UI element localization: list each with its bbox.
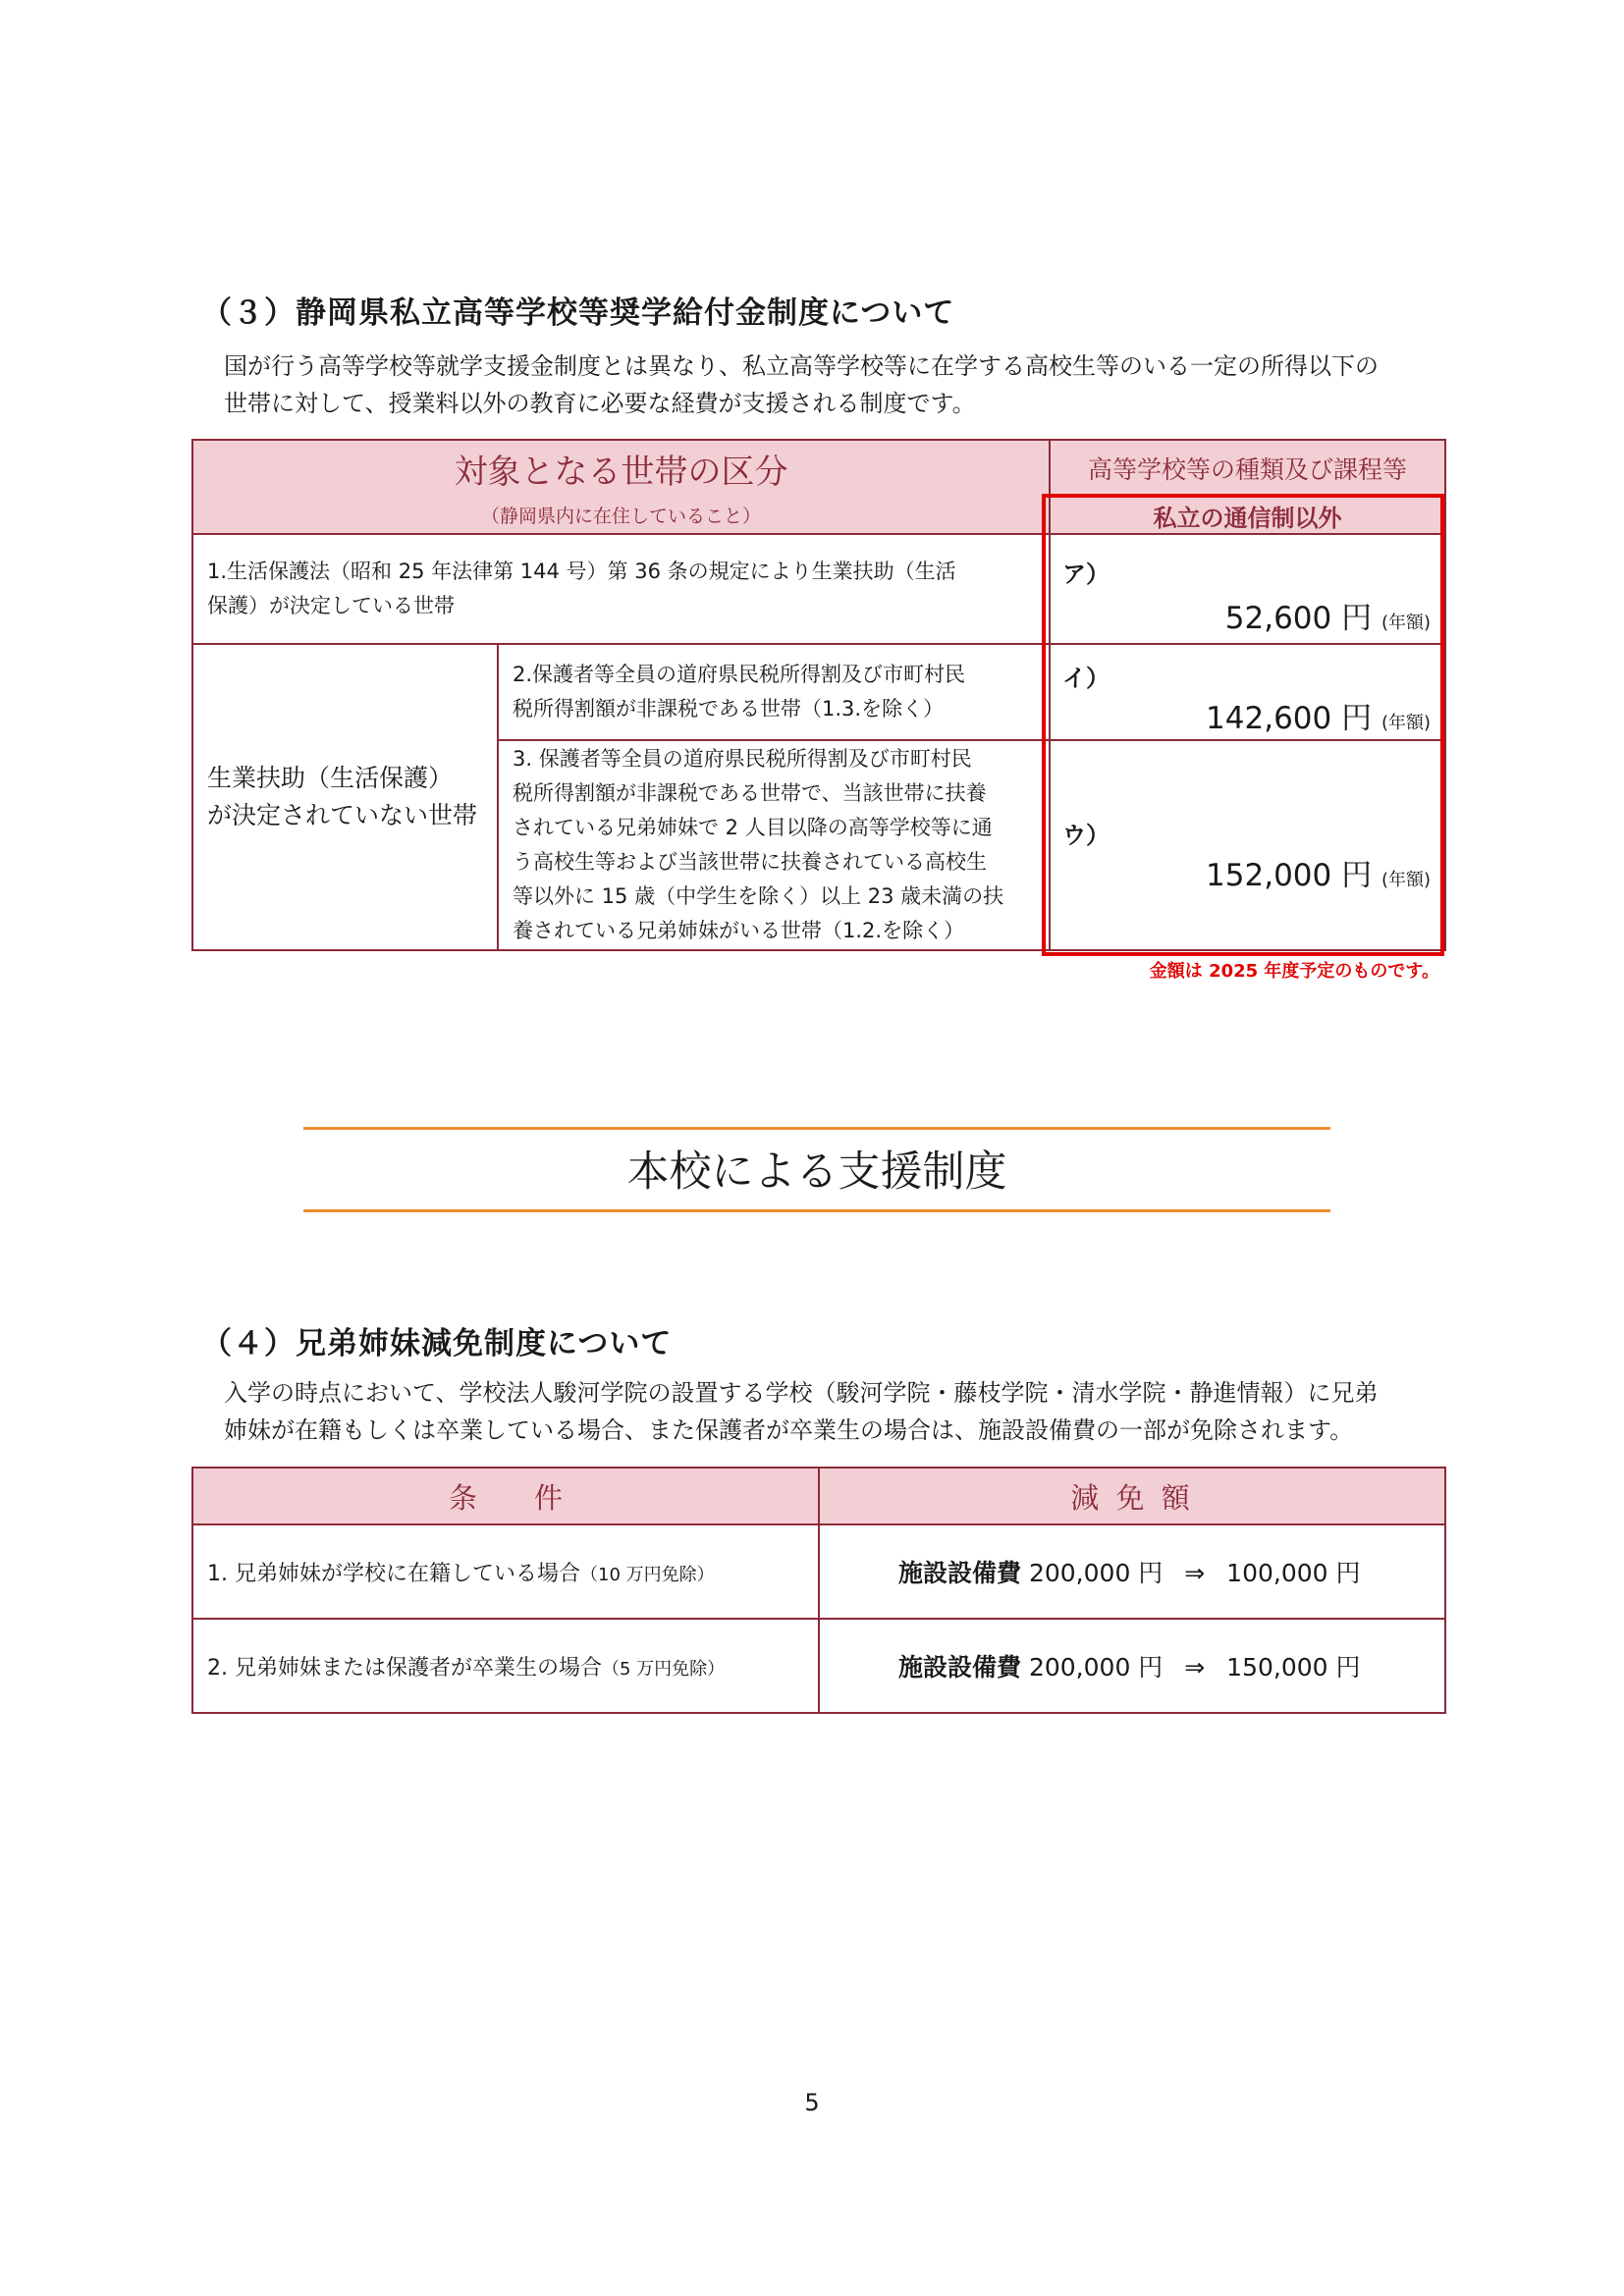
col-header-condition: 条 件 <box>192 1468 819 1524</box>
divider-bottom <box>303 1209 1330 1212</box>
row1-line2: 保護）が決定している世帯 <box>207 594 455 617</box>
discount-to: 100,000 円 <box>1226 1559 1361 1587</box>
table-header-sub: （静岡県内に在住していること） <box>192 497 1050 534</box>
table-header-right: 高等学校等の種類及び課程等 <box>1050 440 1445 497</box>
discount-cell <box>819 1619 1445 1713</box>
row3-line2: 税所得割額が非課税である世帯で、当該世帯に扶養 <box>513 781 987 805</box>
row3-unit: (年額) <box>1380 870 1431 890</box>
row1-line1: 1.生活保護法（昭和 25 年法律第 144 号）第 36 条の規定により生業扶助（生活 <box>207 560 956 583</box>
discount-from: 200,000 円 <box>1028 1653 1164 1682</box>
row3-line6: 養されている兄弟姉妹がいる世帯（1.2.を除く） <box>513 919 965 942</box>
sibling-discount-table <box>191 1467 1446 1714</box>
highlight-frame <box>1042 494 1444 956</box>
table-row <box>192 1524 1445 1619</box>
row2-unit: (年額) <box>1380 713 1431 733</box>
arrow-icon: ⇒ <box>1184 1559 1206 1587</box>
discount-label: 施設設備費 <box>898 1653 1022 1682</box>
section3-intro <box>224 347 1379 422</box>
condition-cell <box>192 1524 819 1619</box>
condition-note: （10 万円免除） <box>580 1564 715 1585</box>
section4-heading: （４）兄弟姉妹減免制度について <box>201 1326 673 1362</box>
condition-cell <box>192 1619 819 1713</box>
section3-intro-line2: 世帯に対して、授業料以外の教育に必要な経費が支援される制度です。 <box>224 390 976 417</box>
condition-text: 1. 兄弟姉妹が学校に在籍している場合 <box>207 1561 580 1586</box>
row3-line4: う高校生等および当該世帯に扶養されている高校生 <box>513 850 987 874</box>
condition-text: 2. 兄弟姉妹または保護者が卒業生の場合 <box>207 1655 602 1681</box>
discount-from: 200,000 円 <box>1028 1559 1164 1587</box>
discount-cell <box>819 1524 1445 1619</box>
table-header-right-sub: 私立の通信制以外 <box>1050 497 1445 534</box>
row3-line1: 3. 保護者等全員の道府県民税所得割及び市町村民 <box>513 747 972 771</box>
support-title: 本校による支援制度 <box>626 1148 1007 1197</box>
table-row <box>192 1619 1445 1713</box>
discount-to: 150,000 円 <box>1226 1653 1361 1682</box>
group-label-line1: 生業扶助（生活保護） <box>207 764 454 792</box>
row2-kana: イ） <box>1062 665 1110 692</box>
row3-line5: 等以外に 15 歳（中学生を除く）以上 23 歳未満の扶 <box>513 884 1004 908</box>
arrow-icon: ⇒ <box>1184 1653 1206 1682</box>
condition-note: （5 万円免除） <box>602 1658 726 1680</box>
row1-kana: ア） <box>1062 561 1110 588</box>
section4-intro-line2: 姉妹が在籍もしくは卒業している場合、また保護者が卒業生の場合は、施設設備費の一部が免除されます。 <box>224 1416 1354 1444</box>
row3-condition <box>498 740 1050 950</box>
row2-amount: 142,600 円 <box>1206 701 1373 736</box>
section3-intro-line1: 国が行う高等学校等就学支援金制度とは異なり、私立高等学校等に在学する高校生等のいる一定の所得以下の <box>224 352 1379 380</box>
divider-top <box>303 1127 1330 1130</box>
row1-unit: (年額) <box>1380 613 1431 633</box>
row1-condition <box>192 534 1050 644</box>
amount-note: 金額は 2025 年度予定のものです。 <box>1149 961 1439 982</box>
page-number: 5 <box>804 2089 820 2116</box>
col-header-discount: 減 免 額 <box>819 1468 1445 1524</box>
row2-condition <box>498 644 1050 740</box>
section4-intro-line1: 入学の時点において、学校法人駿河学院の設置する学校（駿河学院・藤枝学院・清水学院・静進情報）に兄弟 <box>224 1379 1379 1407</box>
group-label-line2: が決定されていない世帯 <box>207 801 478 829</box>
section4-intro <box>224 1374 1379 1449</box>
section3-heading: （３）静岡県私立高等学校等奨学給付金制度について <box>201 295 955 331</box>
table-header-main: 対象となる世帯の区分 <box>192 440 1050 497</box>
row3-amount: 152,000 円 <box>1206 858 1373 893</box>
row1-amount: 52,600 円 <box>1224 601 1373 636</box>
row3-line3: されている兄弟姉妹で 2 人目以降の高等学校等に通 <box>513 816 993 839</box>
row2-line2: 税所得割額が非課税である世帯（1.3.を除く） <box>513 697 945 721</box>
group-label <box>192 644 498 950</box>
row3-kana: ウ） <box>1062 822 1110 849</box>
row2-line1: 2.保護者等全員の道府県民税所得割及び市町村民 <box>513 663 966 686</box>
discount-label: 施設設備費 <box>898 1559 1022 1587</box>
